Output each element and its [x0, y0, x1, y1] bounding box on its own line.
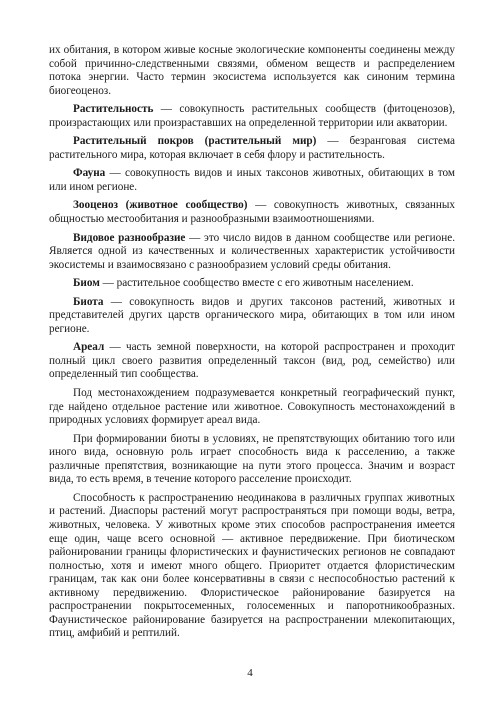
paragraph-text: Под местонахождением подразумевается конкретный географический пункт, где найдено отдельное растение или животное. Совокупность местонахождений в природных условиях формирует ареал вида.	[49, 387, 455, 427]
definition-paragraph	[49, 103, 455, 130]
definition-text: — безранговая система растительного мира, которая включает в себя флору и растительность.	[49, 135, 455, 161]
definition-text: — растительное сообщество вместе с его животным населением.	[99, 277, 414, 290]
definition-term: Ареал	[73, 341, 105, 354]
paragraph	[49, 387, 455, 428]
definition-text: — часть земной поверхности, на которой распространен и проходит полный цикл своего развития определенный таксон (вид, род, семейство) или определенный тип сообщества.	[49, 341, 455, 381]
definition-paragraph	[49, 296, 455, 337]
paragraph-text: их обитания, в котором живые косные экологические компоненты соединены между собой причинно-следственными связями, обменом веществ и распределением потока энергии. Часто термин экосистема используется как синоним термина биогеоценоз.	[49, 44, 455, 97]
definition-text: — совокупность растительных сообществ (фитоценозов), произрастающих или произраставших на определенной территории или акватории.	[49, 103, 455, 129]
definition-text: — совокупность видов и иных таксонов животных, обитающих в том или ином регионе.	[49, 167, 455, 193]
paragraph	[49, 492, 455, 641]
definition-term: Зооценоз (животное сообщество)	[73, 199, 248, 212]
definition-paragraph	[49, 167, 455, 194]
definition-paragraph	[49, 277, 455, 291]
definition-paragraph	[49, 341, 455, 382]
definition-term: Растительность	[73, 103, 154, 116]
definition-term: Биом	[73, 277, 100, 290]
definition-term: Фауна	[73, 167, 106, 180]
page-number: 4	[247, 667, 253, 679]
body-text	[49, 44, 455, 641]
paragraph-text: При формировании биоты в условиях, не препятствующих обитанию того или иного вида, основную роль играет способность вида к расселению, а также различные препятствия, возникающие на пути этого процесса. Значим и возраст вида, то есть время, в течение которого расселение происходит.	[49, 432, 455, 486]
paragraph-text: Способность к распространению неодинакова в различных группах животных и растений. Диаспоры растений могут распространяться при помощи воды, ветра, животных, человека. У животных кроме этих способов распространения имеется еще один, чаще всего основной — активное передвижение. При биотическом районировании границы флористических и фаунистических регионов не совпадают полностью, хотя и имеют много общего. Приоритет отдается флористическим границам, так как они более консервативны в связи с неспособностью растений к активному передвижению. Флористическое районирование базируется на распространении покрытосеменных, голосеменных и папоротникообразных. Фаунистическое районирование базируется на распространении млекопитающих, птиц, амфибий и рептилий.	[49, 491, 455, 640]
definition-paragraph	[49, 199, 455, 226]
definition-paragraph	[49, 232, 455, 273]
definition-term: Растительный покров (растительный мир)	[73, 135, 317, 148]
definition-text: — это число видов в данном сообществе или регионе. Является одной из качественных и количественных характеристик устойчивости экосистемы и взаимосвязано с разнообразием условий среды обитания.	[49, 231, 455, 271]
definition-text: — совокупность животных, связанных общностью местообитания и разнообразными взаимоотношениями.	[49, 199, 455, 226]
definition-term: Биота	[73, 295, 104, 308]
paragraph	[49, 44, 455, 98]
definition-term: Видовое разнообразие	[73, 231, 186, 244]
definition-paragraph	[49, 135, 455, 162]
definition-text: — совокупность видов и других таксонов растений, животных и представителей других царств органического мира, обитающих в том или ином регионе.	[49, 295, 455, 335]
paragraph	[49, 433, 455, 487]
